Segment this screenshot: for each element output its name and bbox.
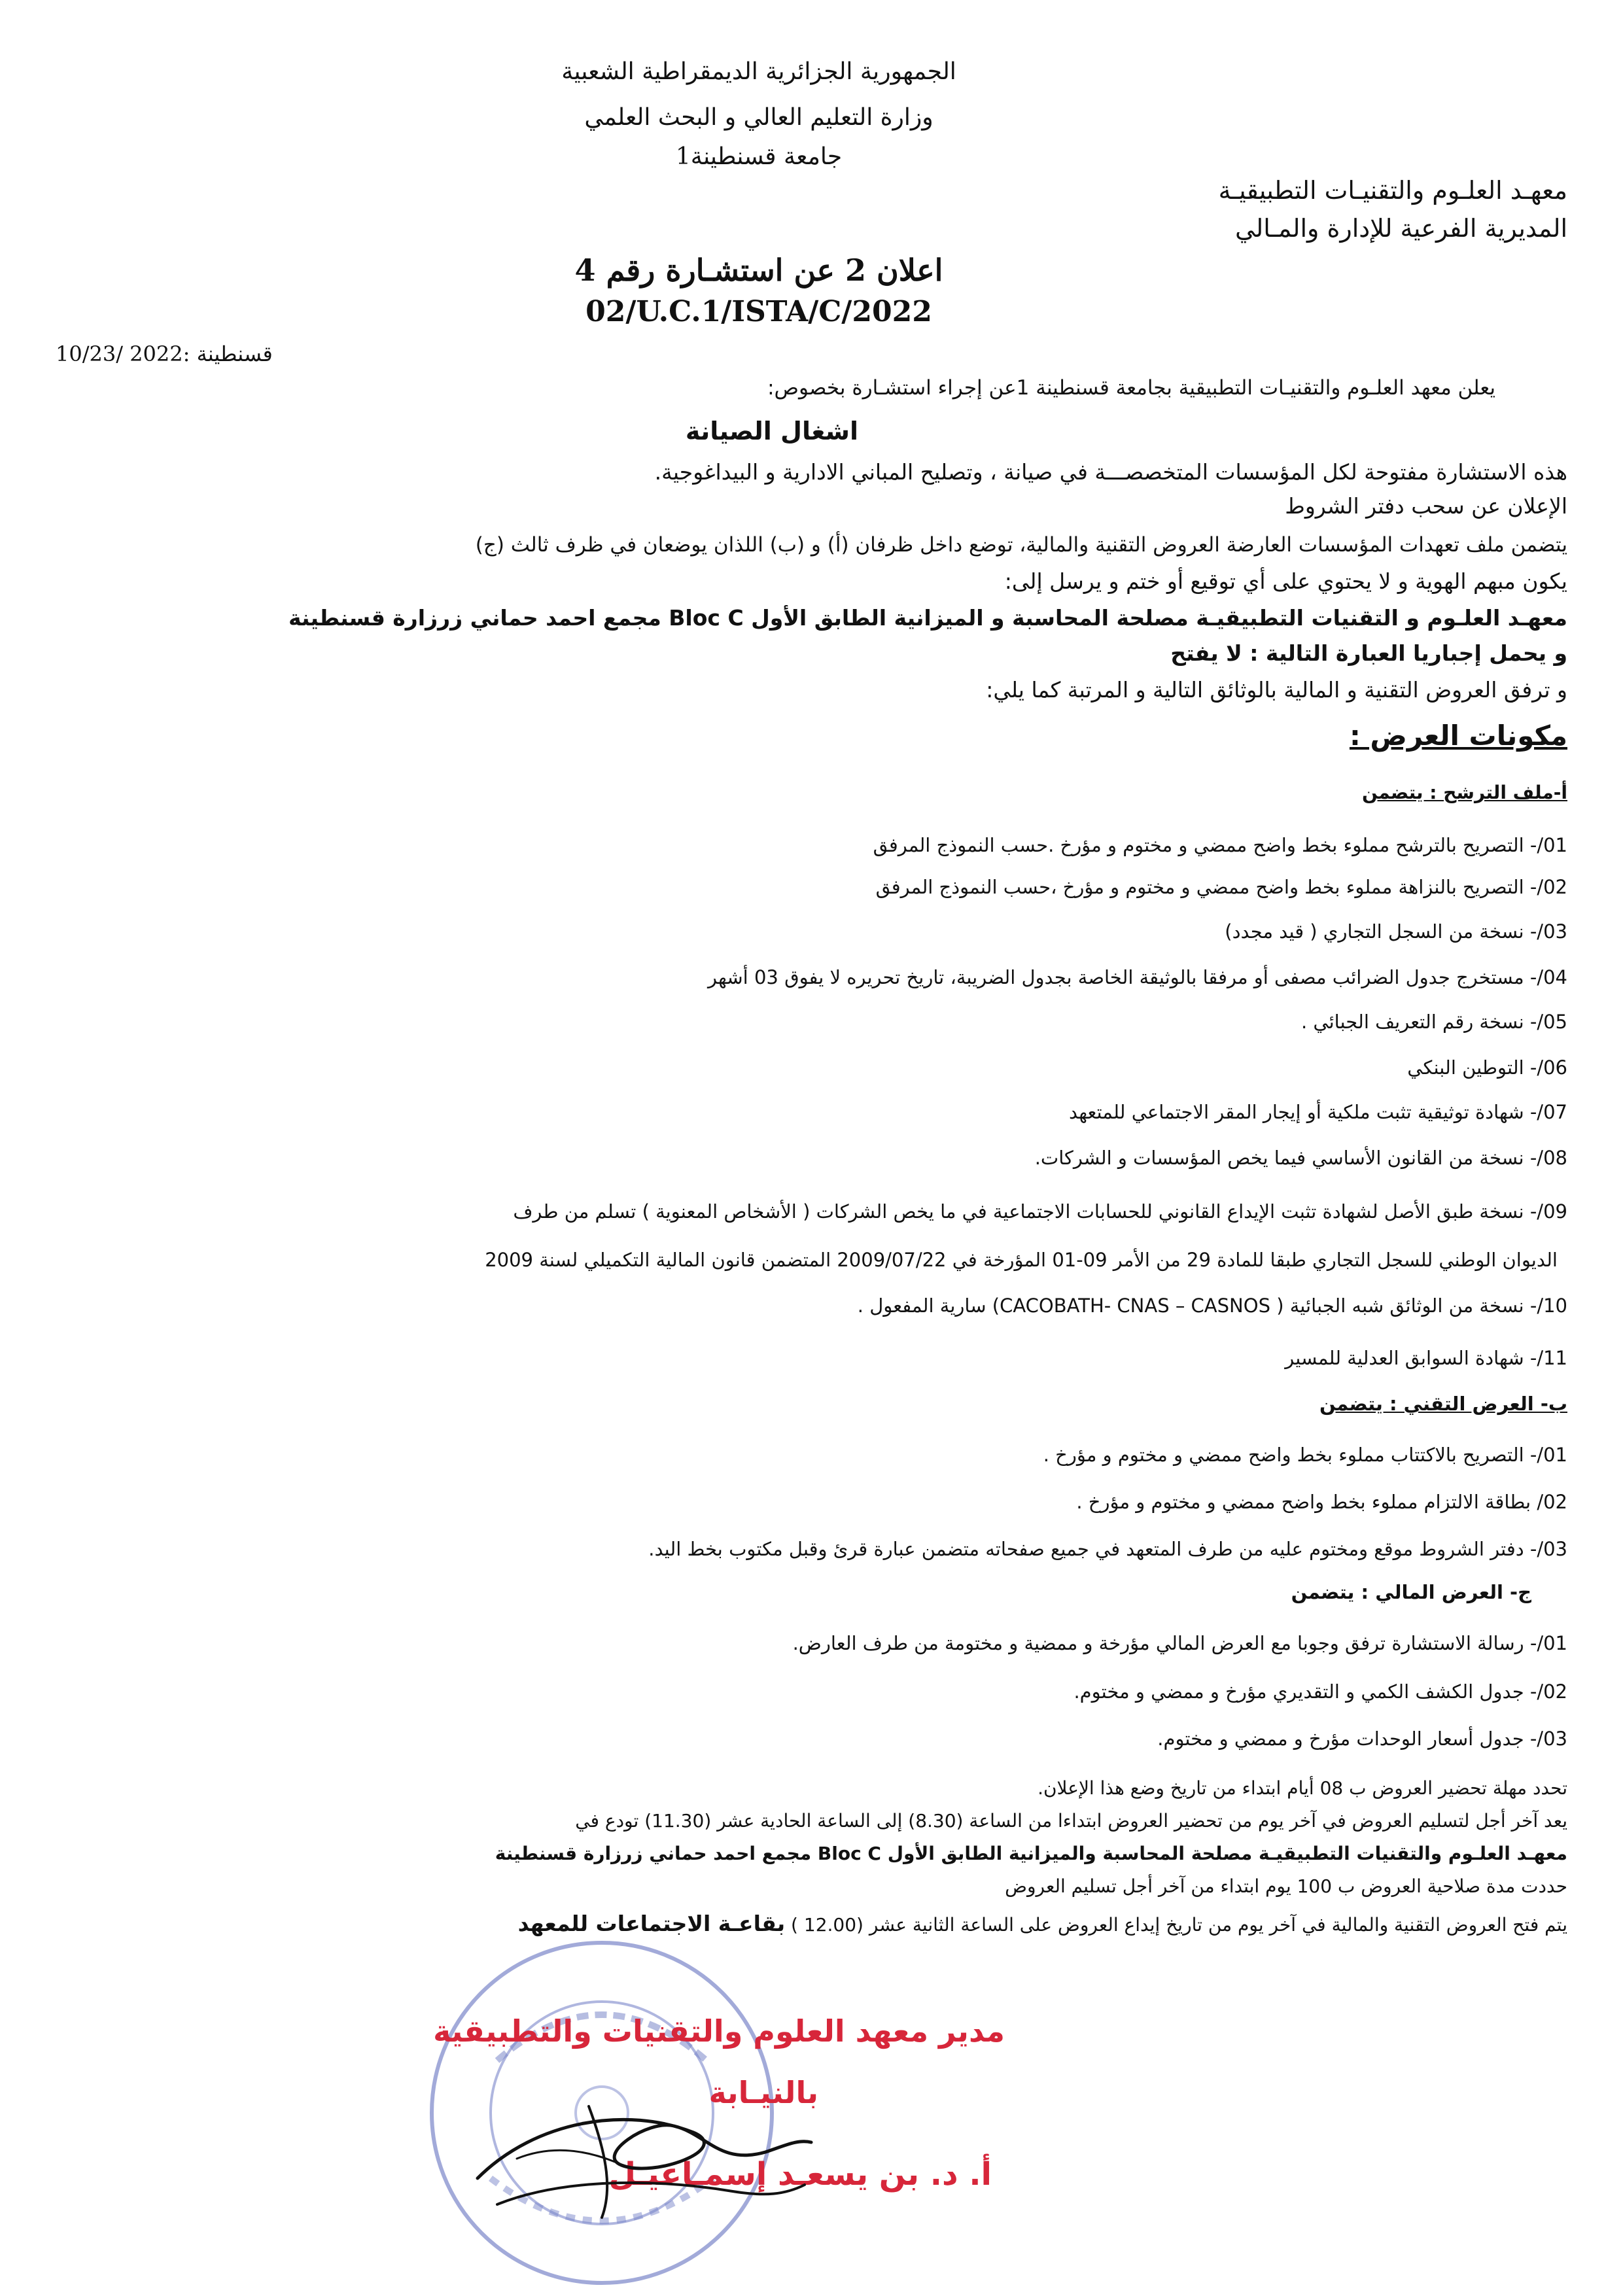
section-a-item: 10/- نسخة من الوثائق شبه الجبائية ( CACOBATH- CNAS – CASNOS) سارية المفعول . xyxy=(857,1295,1567,1317)
section-b-item: 03/- دفتر الشروط موقع ومختوم عليه من طرف المتعهد في جميع صفحاته متضمن عبارة قرئ وقبل مكتوب بخط اليد. xyxy=(648,1538,1567,1560)
signature-title: مدير معهد العلوم والتقنيات والتطبيقية xyxy=(433,2013,1005,2049)
intro-paragraph-4: يكون مبهم الهوية و لا يحتوي على أي توقيع أو ختم و يرسل إلى: xyxy=(1004,568,1567,594)
section-b-item: 02/ بطاقة الالتزام مملوء بخط واضح ممضي و مختوم و مؤرخ . xyxy=(1076,1491,1567,1513)
section-a-item: 04/- مستخرج جدول الضرائب مصفى أو مرفقا بالوثيقة الخاصة بجدول الضريبة، تاريخ تحريره لا يفوق 03 أشهر xyxy=(708,966,1567,988)
components-title: مكونات العرض : xyxy=(1349,720,1567,752)
closing-line-1: تحدد مهلة تحضير العروض ب 08 أيام ابتداء من تاريخ وضع هذا الإعلان. xyxy=(1038,1777,1567,1799)
handwritten-signature xyxy=(458,2075,824,2237)
header-directorate: المديرية الفرعية للإدارة والمـالي xyxy=(1234,214,1567,243)
intro-paragraph-3: يتضمن ملف تعهدات المؤسسات العارضة العروض التقنية والمالية، توضع داخل ظرفان (أ) و (ب) اللذان يوضعان في ظرف ثالث (ج) xyxy=(475,533,1567,557)
header-ministry: وزارة التعليم العالي و البحث العلمي xyxy=(584,104,934,131)
section-c-item: 02/- جدول الكشف الكمي و التقديري مؤرخ و ممضي و مختوم. xyxy=(1073,1680,1567,1703)
section-c-item: 03/- جدول أسعار الوحدات مؤرخ و ممضي و مختوم. xyxy=(1157,1728,1567,1750)
intro-paragraph-6: و ترفق العروض التقنية و المالية بالوثائق التالية و المرتبة كما يلي: xyxy=(986,677,1567,703)
signature-name: أ. د. بن يسعـد إسمـاعيـل xyxy=(608,2156,992,2193)
closing-line-3: معهـد العلـوم والتقنيات التطبيقيـة مصلحة المحاسبة والميزانية الطابق الأول Bloc C مجمع احمد حماني زرزارة قسنطينة xyxy=(495,1843,1567,1864)
closing-line-4: حددت مدة صلاحية العروض ب 100 يوم ابتداء من آخر أجل تسليم العروض xyxy=(1005,1875,1567,1897)
header-republic: الجمهورية الجزائرية الديمقراطية الشعبية xyxy=(561,58,956,85)
intro-paragraph-5: و يحمل إجباريا العبارة التالية : لا يفتح xyxy=(1170,640,1567,666)
document-date: قسنطينة :2022 /10/23 xyxy=(56,341,273,366)
section-a-item: 01/- التصريح بالترشح مملوء بخط واضح ممضي و مختوم و مؤرخ .حسب النموذج المرفق xyxy=(873,834,1567,856)
intro-announce: يعلن معهد العلـوم والتقنيـات التطبيقية بجامعة قسنطينة 1عن إجراء استشـارة بخصوص: xyxy=(767,376,1495,400)
submission-address: معهـد العلـوم و التقنيات التطبيقيـة مصلحة المحاسبة و الميزانية الطابق الأول Bloc C مجمع احمد حماني زرزارة قسنطينة xyxy=(288,605,1567,631)
section-a-item: 08/- نسخة من القانون الأساسي فيما يخص المؤسسات و الشركات. xyxy=(1034,1147,1567,1169)
header-university: جامعة قسنطينة1 xyxy=(675,143,843,170)
section-a-item: 05/- نسخة رقم التعريف الجبائي . xyxy=(1301,1011,1567,1033)
header-institute: معهـد العلـوم والتقنيـات التطبيقيـة xyxy=(1218,176,1567,205)
subject-title: اشغال الصيانة xyxy=(685,417,859,445)
section-a-item: 06/- التوطين البنكي xyxy=(1407,1056,1567,1079)
closing-line-5-text: يتم فتح العروض التقنية والمالية في آخر يوم من تاريخ إيداع العروض على الساعة الثانية عشر (12.00 ) xyxy=(785,1914,1567,1936)
closing-line-2: يعد آخر أجل لتسليم العروض في آخر يوم من تحضير العروض ابتداءا من الساعة (8.30) إلى الساعة الحادية عشر (11.30) تودع في xyxy=(575,1810,1567,1832)
section-a-item: 02/- التصريح بالنزاهة مملوء بخط واضح ممضي و مختوم و مؤرخ ،حسب النموذج المرفق xyxy=(875,876,1567,898)
signature-acting: بالنيـابة xyxy=(708,2075,818,2110)
section-a-item: 11/- شهادة السوابق العدلية للمسير xyxy=(1285,1347,1567,1369)
intro-paragraph-1: هذه الاستشارة مفتوحة لكل المؤسسات المتخصصـــة في صيانة ، وتصليح المباني الادارية و البيداغوجية. xyxy=(654,459,1567,485)
section-b-item: 01/- التصريح بالاكتتاب مملوء بخط واضح ممضي و مختوم و مؤرخ . xyxy=(1043,1444,1567,1466)
announcement-title: اعلان 2 عن استشـارة رقم 4 xyxy=(574,252,943,288)
reference-number: 02/U.C.1/ISTA/C/2022 xyxy=(585,295,932,328)
meeting-room: بقاعـة الاجتماعات للمعهد xyxy=(517,1911,786,1936)
section-c-title: ج- العرض المالي : يتضمن xyxy=(1291,1581,1531,1603)
intro-paragraph-2: الإعلان عن سحب دفتر الشروط xyxy=(1285,493,1567,519)
section-a-item: 09/- نسخة طبق الأصل لشهادة تثبت الإيداع القانوني للحسابات الاجتماعية في ما يخص الشركات ( الأشخاص المعنوية ) تسلم من طرف xyxy=(513,1200,1567,1223)
section-c-item: 01/- رسالة الاستشارة ترفق وجوبا مع العرض المالي مؤرخة و ممضية و مختومة من طرف العارض. xyxy=(792,1632,1567,1654)
section-a-item: 07/- شهادة توثيقية تثبت ملكية أو إيجار المقر الاجتماعي للمتعهد xyxy=(1068,1101,1567,1123)
section-a-item-continuation: الديوان الوطني للسجل التجاري طبقا للمادة 29 من الأمر 09-01 المؤرخة في 2009/07/22 المتضمن قانون المالية التكميلي لسنة 2009 xyxy=(485,1249,1558,1271)
section-a-item: 03/- نسخة من السجل التجاري ( قيد مجدد) xyxy=(1225,920,1567,943)
section-a-title: أ-ملف الترشح : يتضمن xyxy=(1362,782,1567,803)
section-b-title: ب- العرض التقني : يتضمن xyxy=(1319,1393,1567,1415)
